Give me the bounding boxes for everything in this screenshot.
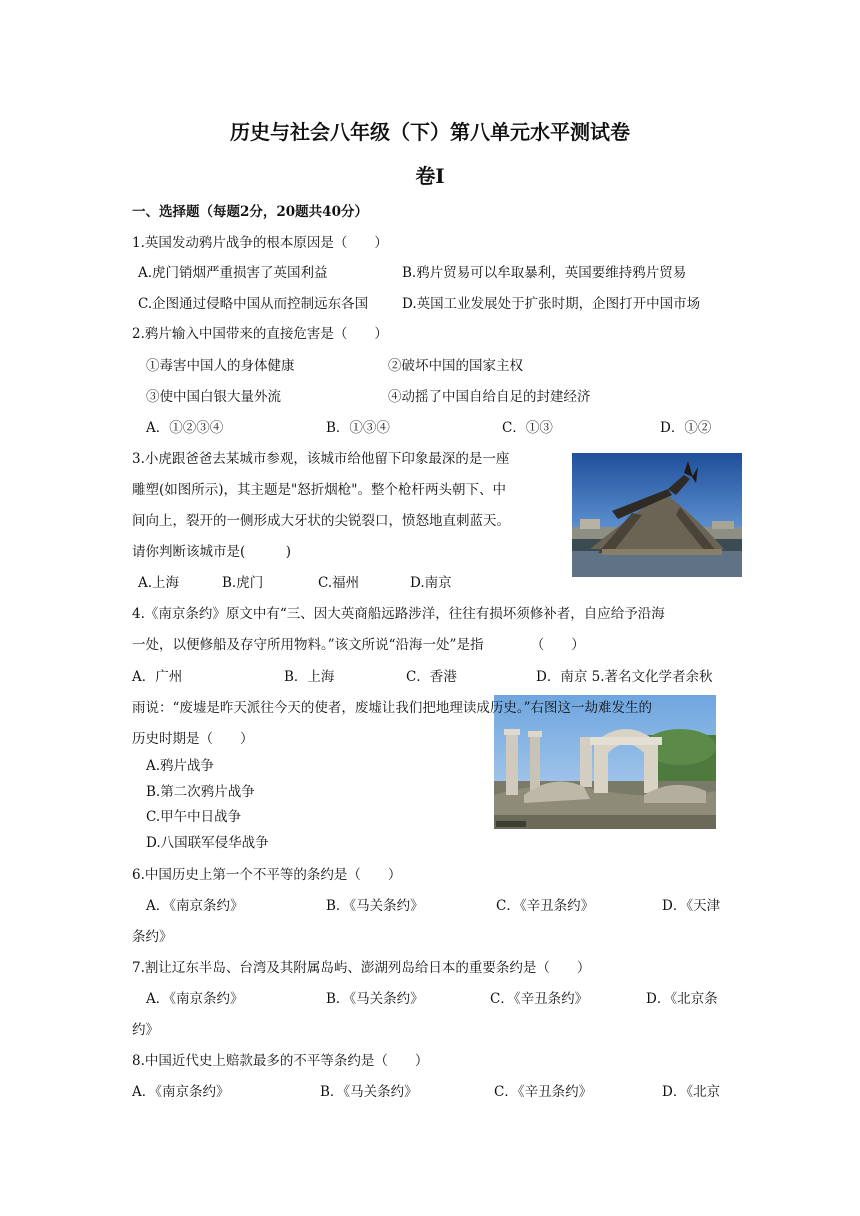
q2-item-1: ①毒害中国人的身体健康 [146, 358, 295, 374]
q6-option-b: B．《马关条约》 [326, 898, 424, 914]
q8-option-a: A．《南京条约》 [132, 1084, 230, 1100]
q3-line-3: 间向上，裂开的一侧形成大牙状的尖锐裂口，愤怒地直刺蓝天。 [132, 513, 510, 529]
q1-option-d: D.英国工业发展处于扩张时期，企图打开中国市场 [402, 296, 701, 312]
q7-option-a: A．《南京条约》 [146, 991, 244, 1007]
sculpture-photo [572, 453, 742, 577]
q4-option-a: A．广州 [132, 669, 183, 685]
q5-option-c: C.甲午中日战争 [146, 809, 242, 825]
q3-option-c: C.福州 [318, 575, 360, 591]
q3-option-d: D.南京 [410, 575, 452, 591]
q8-option-b: B．《马关条约》 [320, 1084, 418, 1100]
section-heading: 一、选择题（每题2分，20题共40分） [132, 204, 368, 220]
page-title: 历史与社会八年级（下）第八单元水平测试卷 [230, 120, 630, 144]
q3-line-1: 3.小虎跟爸爸去某城市参观，该城市给他留下印象最深的是一座 [132, 451, 510, 467]
q3-option-a: A.上海 [138, 575, 180, 591]
q2-option-d: D．①② [660, 420, 712, 436]
q3-line-4: 请你判断该城市是( ) [132, 544, 292, 560]
q1-option-c: C.企图通过侵略中国从而控制远东各国 [138, 296, 369, 312]
q7-option-b: B．《马关条约》 [326, 991, 424, 1007]
q4-option-c: C．香港 [406, 669, 457, 685]
q6-option-d: D．《天津 [662, 898, 721, 914]
q6-option-a: A．《南京条约》 [146, 898, 244, 914]
q7-stem: 7.割让辽东半岛、台湾及其附属岛屿、澎湖列岛给日本的重要条约是（ ） [132, 960, 591, 976]
q4-option-b: B．上海 [284, 669, 335, 685]
q2-option-c: C．①③ [502, 420, 553, 436]
q2-stem: 2.鸦片输入中国带来的直接危害是（ ） [132, 326, 388, 342]
q2-item-2: ②破坏中国的国家主权 [388, 358, 523, 374]
q2-option-b: B．①③④ [326, 420, 390, 436]
q1-option-b: B.鸦片贸易可以牟取暴利，英国要维持鸦片贸易 [402, 265, 687, 281]
q5-line-2: 历史时期是（ ） [132, 731, 254, 747]
page-subtitle: 卷Ⅰ [415, 164, 445, 188]
q7-option-c: C．《辛丑条约》 [490, 991, 589, 1007]
q6-option-c: C．《辛丑条约》 [496, 898, 595, 914]
q2-option-a: A．①②③④ [146, 420, 224, 436]
q1-option-a: A.虎门销烟严重损害了英国利益 [138, 265, 328, 281]
q4-option-d-and-q5-start: D．南京 5.著名文化学者余秋 [536, 669, 713, 685]
q4-line-1: 4.《南京条约》原文中有“三、因大英商船远路涉洋，往往有损坏须修补者，自应给予沿海 [132, 606, 665, 622]
q8-option-d: D．《北京 [662, 1084, 721, 1100]
q6-option-d-cont: 条约》 [132, 929, 173, 945]
q5-option-a: A.鸦片战争 [146, 758, 215, 774]
q8-stem: 8.中国近代史上赔款最多的不平等条约是（ ） [132, 1053, 429, 1069]
q5-option-d: D.八国联军侵华战争 [146, 835, 269, 851]
q7-option-d: D．《北京条 [646, 991, 718, 1007]
q3-option-b: B.虎门 [222, 575, 264, 591]
q5-line-1: 雨说：“废墟是昨天派往今天的使者，废墟让我们把地理读成历史。”右图这一劫难发生的 [132, 700, 653, 716]
q1-stem: 1.英国发动鸦片战争的根本原因是（ ） [132, 235, 388, 251]
q3-line-2: 雕塑(如图所示)，其主题是"怒折烟枪"。整个枪杆两头朝下、中 [132, 482, 506, 498]
q2-item-3: ③使中国白银大量外流 [146, 389, 281, 405]
q6-stem: 6.中国历史上第一个不平等的条约是（ ） [132, 867, 402, 883]
q4-line-2: 一处，以便修船及存守所用物料。”该文所说“沿海一处”是指 （ ） [132, 637, 585, 653]
q5-option-b: B.第二次鸦片战争 [146, 784, 255, 800]
q8-option-c: C．《辛丑条约》 [494, 1084, 593, 1100]
q7-option-d-cont: 约》 [132, 1022, 159, 1038]
q2-item-4: ④动摇了中国自给自足的封建经济 [388, 389, 591, 405]
